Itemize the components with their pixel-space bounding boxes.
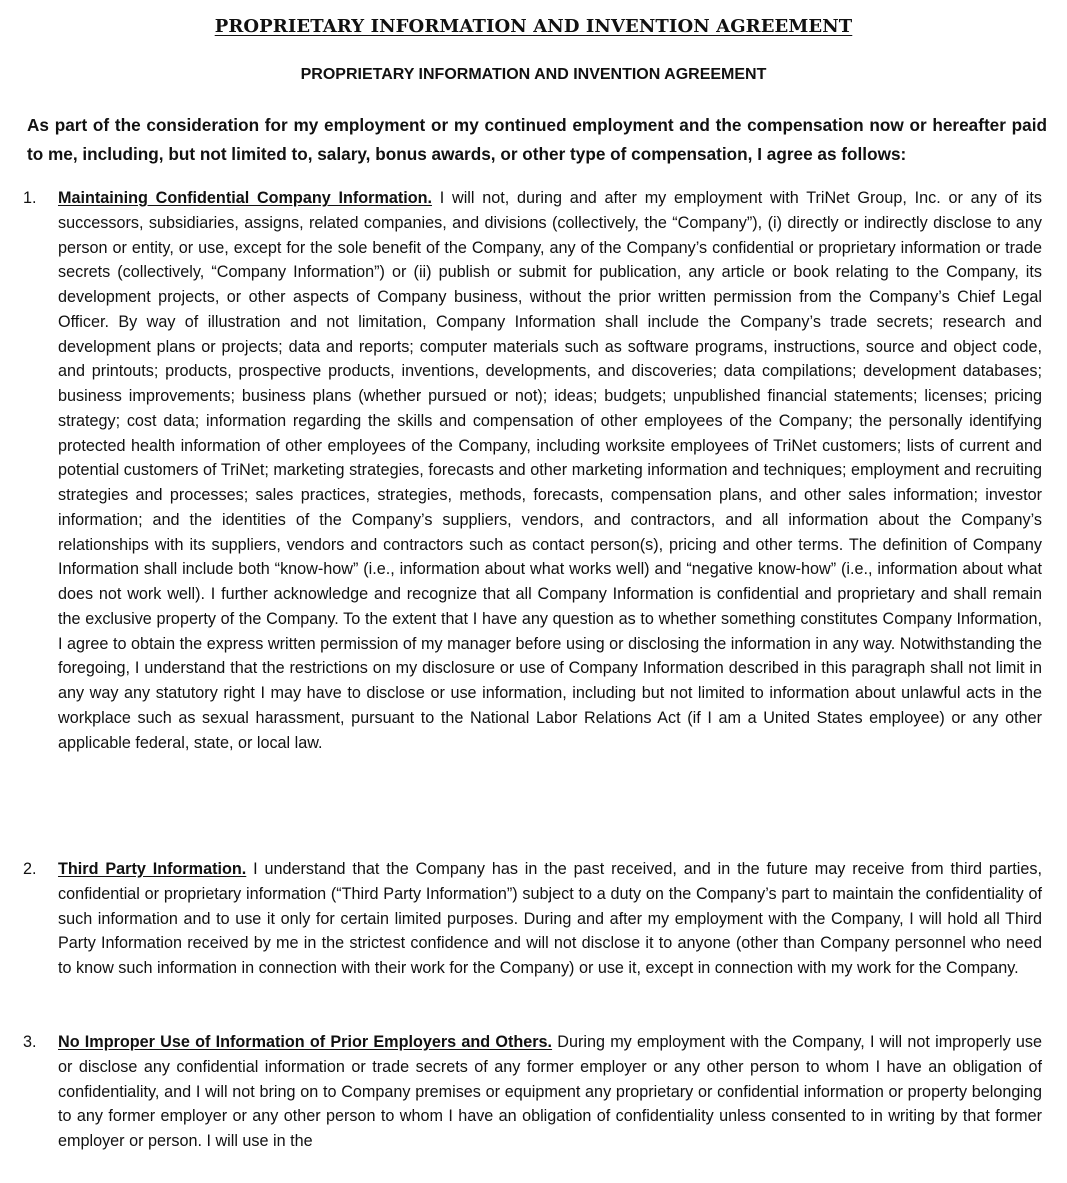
section-text: During my employment with the Company, I will not improperly use or disclose any confidential information or trade secrets of any former employer or any other person to whom I have an obligation of confidentiality, and I will not bring on to Company premises or equipment any proprietary or confidential information or property belonging to any former employer or any other person to whom I have an obligation of confidentiality unless consented to in writing by that former employer or person. I will use in the: [58, 1033, 1042, 1150]
section-number: 1.: [23, 189, 37, 207]
section-heading: Third Party Information.: [58, 860, 247, 878]
section-heading: Maintaining Confidential Company Information.: [58, 189, 432, 207]
section-number: 2.: [23, 860, 37, 878]
section-number: 3.: [23, 1033, 37, 1051]
document-title: [0, 16, 1067, 37]
document-subtitle: PROPRIETARY INFORMATION AND INVENTION AGREEMENT: [300, 66, 767, 83]
section-text: I will not, during and after my employment with TriNet Group, Inc. or any of its successors, subsidiaries, assigns, related companies, and divisions (collectively, the “Company”), (i) directly or indirectly disclose to any person or entity, or use, except for the sole benefit of the Company, any of the Company’s confidential or proprietary information or trade secrets (collectively, “Company Information”) or (ii) publish or submit for publication, any article or book relating to the Company, its development projects, or other aspects of Company business, without the prior written permission from the Company’s Chief Legal Officer. By way of illustration and not limitation, Company Information shall include the Company’s trade secrets; research and development plans or projects; data and reports; computer materials such as software programs, instructions, source and object code, and printouts; products, prospective products, inventions, developments, and discoveries; data compilations; development databases; business improvements; business plans (whether pursued or not); ideas; budgets; unpublished financial statements; licenses; pricing strategy; cost data; information regarding the skills and compensation of other employees of the Company; the personally identifying protected health information of other employees of the Company, including worksite employees of TriNet customers; lists of current and potential customers of TriNet; marketing strategies, forecasts and other marketing information and techniques; employment and recruiting strategies and processes; sales practices, strategies, methods, forecasts, compensation plans, and other sales information; investor information; and the identities of the Company’s suppliers, vendors, and contractors, and all information about the Company’s relationships with its suppliers, vendors and contractors such as contact person(s), pricing and other terms. The definition of Company Information shall include both “know-how” (i.e., information about what works well) and “negative know-how” (i.e., information about what does not work well). I further acknowledge and recognize that all Company Information is confidential and proprietary and shall remain the exclusive property of the Company. To the extent that I have any question as to whether something constitutes Company Information, I agree to obtain the express written permission of my manager before using or disclosing the information in any way. Notwithstanding the foregoing, I understand that the restrictions on my disclosure or use of Company Information described in this paragraph shall not limit in any way any statutory right I may have to disclose or use information, including but not limited to information about unlawful acts in the workplace such as sexual harassment, pursuant to the National Labor Relations Act (if I am a United States employee) or any other applicable federal, state, or local law.: [58, 189, 1042, 752]
section-heading: No Improper Use of Information of Prior Employers and Others.: [58, 1033, 553, 1051]
section-body: [58, 857, 1042, 981]
preamble-paragraph: As part of the consideration for my employment or my continued employment and the compensation now or hereafter paid to me, including, but not limited to, salary, bonus awards, or other type of compensation, I agree as follows:: [27, 115, 1047, 164]
section-body: [58, 1030, 1042, 1154]
section-body: [58, 186, 1042, 755]
document-title-text: PROPRIETARY INFORMATION AND INVENTION AGREEMENT: [214, 16, 853, 37]
section-text: I understand that the Company has in the past received, and in the future may receive from third parties, confidential or proprietary information (“Third Party Information”) subject to a duty on the Company’s part to maintain the confidentiality of such information and to use it only for certain limited purposes. During and after my employment with the Company, I will hold all Third Party Information received by me in the strictest confidence and will not disclose it to anyone (other than Company personnel who need to know such information in connection with their work for the Company) or use it, except in connection with my work for the Company.: [58, 860, 1042, 977]
